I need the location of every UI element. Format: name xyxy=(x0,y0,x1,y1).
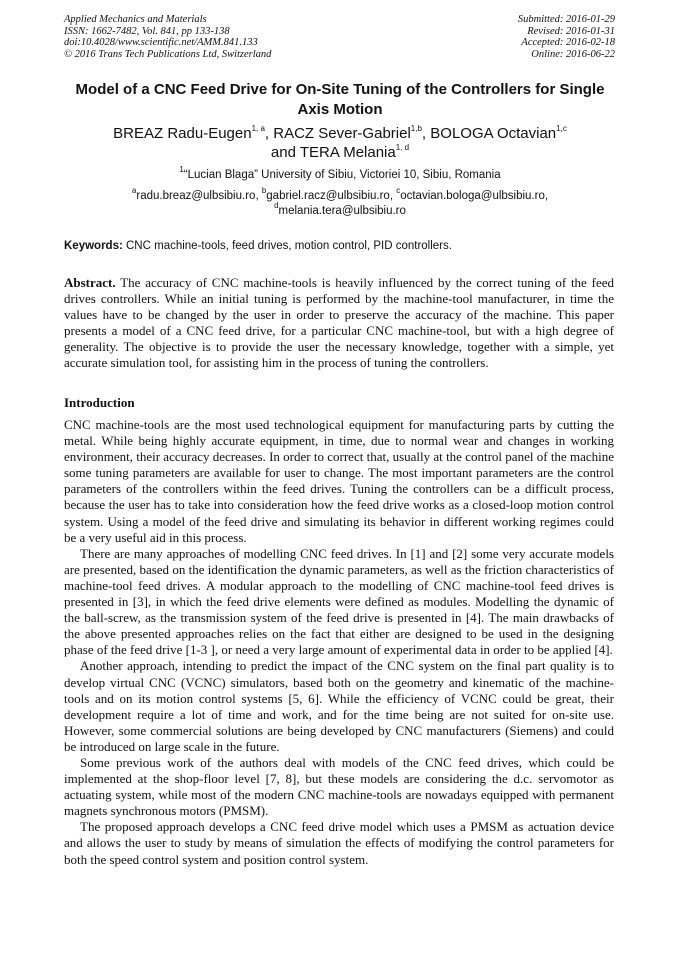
email-address[interactable]: melania.tera@ulbsibiu.ro xyxy=(278,205,406,217)
author-affiliation-mark: 1, d xyxy=(395,143,410,152)
journal-issn: ISSN: 1662-7482, Vol. 841, pp 133-138 xyxy=(64,25,230,37)
abstract-label: Abstract. xyxy=(64,275,116,290)
author-name: BOLOGA Octavian xyxy=(430,125,557,142)
author-affiliation-mark: 1, a xyxy=(251,124,265,133)
author-affiliation-mark: 1,c xyxy=(556,124,567,133)
email-mark: a xyxy=(131,186,137,196)
journal-copyright: © 2016 Trans Tech Publications Ltd, Switzerland xyxy=(64,48,272,60)
email-list: $^a$radu.breaz@ulbsibiu.ro, $^b$gabriel.racz@ulbsibiu.ro, $^c$octavian.bologa@ulbsibiu.ro, $^d$melania.tera@ulbsibiu.ro xyxy=(131,186,549,217)
paragraph: Another approach, intending to predict the impact of the CNC system on the final part quality is to develop virtual CNC (VCNC) simulators, based both on the geometry and kinematic of the machine-tools and on its motion control systems [5, 6]. While the efficiency of VCNC could be great, their development require a lot of time and work, and for the time being are not suited for on-site use. However, some commercial solutions are being developed by CNC manufacturers (Siemens) and could be introduced on large scale in the future. xyxy=(64,658,614,754)
paper-title: Model of a CNC Feed Drive for On-Site Tuning of the Controllers for Single Axis Motion xyxy=(75,81,605,118)
author-name: RACZ Sever-Gabriel xyxy=(273,125,411,142)
email-address[interactable]: gabriel.racz@ulbsibiu.ro xyxy=(266,190,390,202)
author-separator: and xyxy=(270,144,300,161)
author-separator: , xyxy=(264,125,274,142)
abstract xyxy=(64,275,614,372)
keywords xyxy=(64,239,616,254)
email-mark: b xyxy=(261,186,267,196)
email-address[interactable]: radu.breaz@ulbsibiu.ro xyxy=(136,190,256,202)
paragraph: CNC machine-tools are the most used technological equipment for manufacturing parts by cutting the metal. While being highly accurate equipment, in time, due to normal wear and changes in working environment, their accuracy decreases. In order to correct that, usually at the control panel of the machine some tuning parameters are available for user to change. The most important parameters are the control parameters of the controllers within the feed drives. Tuning the controllers can be a difficult process, because the user has to take into consideration how the feed drive works as a closed-loop motion control system. Using a model of the feed drive and simulating its behavior in different working regimes could be a very useful aid in this process. xyxy=(64,417,614,545)
abstract-text: The accuracy of CNC machine-tools is heavily influenced by the correct tuning of the feed drives controllers. While an initial tuning is performed by the machine-tool manufacturer, in time the values have to be changed by the user in order to preserve the accuracy of the machine. This paper presents a model of a CNC feed drive, for a particular CNC machine-tool, but with a high degree of generality. The objective is to provide the user the necessary knowledge, together with a simple, yet accurate simulation tool, for assisting him in the process of tuning the controllers. xyxy=(64,275,614,371)
author-name: BREAZ Radu-Eugen xyxy=(113,125,252,142)
affiliation xyxy=(64,165,616,183)
date-submitted: Submitted: 2016-01-29 xyxy=(517,14,615,25)
paragraph: The proposed approach develops a CNC feed drive model which uses a PMSM as actuation device and allows the user to study by means of simulation the effects of modifying the control parameters for both the speed control system and position control system. xyxy=(64,819,614,867)
paragraph: There are many approaches of modelling CNC feed drives. In [1] and [2] some very accurate models are presented, based on the identification the dynamic parameters, as well as the friction characteristics of machine-tool feed drives. A modular approach to the modelling of CNC machine-tool feed drives is presented in [3], in which the feed drive elements were defined as modules. Modelling the dynamic of the ball-screw, as the transmission system of the feed drive is presented in [4]. The main drawbacks of the above presented approaches relies on the fact that either are designed to be used in the designing phase of the feed drive [1-3 ], or need a very large amount of experimental data in order to be applied [4]. xyxy=(64,545,614,658)
affiliation-mark: 1 xyxy=(179,165,184,175)
affiliation-text: “Lucian Blaga” University of Sibiu, Victoriei 10, Sibiu, Romania xyxy=(183,169,501,181)
date-online: Online: 2016-06-22 xyxy=(531,48,615,60)
author-name: TERA Melania xyxy=(299,144,396,161)
keywords-label: Keywords: xyxy=(64,240,123,252)
author-affiliation-mark: 1,b xyxy=(410,124,422,133)
email-mark: c xyxy=(396,186,401,196)
date-revised: Revised: 2016-01-31 xyxy=(527,25,615,37)
keywords-text: CNC machine-tools, feed drives, motion control, PID controllers. xyxy=(126,240,452,252)
section-heading-introduction: Introduction xyxy=(64,395,135,410)
date-accepted: Accepted: 2016-02-18 xyxy=(521,37,615,48)
journal-doi: doi:10.4028/www.scientific.net/AMM.841.133 xyxy=(64,37,258,48)
journal-name: Applied Mechanics and Materials xyxy=(64,14,207,25)
paragraph: Some previous work of the authors deal with models of the CNC feed drives, which could be implemented at the shop-floor level [7, 8], but these models are considering the d.c. servomotor as actuating system, while most of the modern CNC machine-tools are nowadays equipped with permanent magnets synchronous motors (PMSM). xyxy=(64,754,614,819)
introduction-body xyxy=(64,417,614,868)
email-mark: d xyxy=(274,201,279,211)
journal-info xyxy=(64,14,271,60)
author-list xyxy=(64,124,616,162)
author-separator: , xyxy=(421,125,431,142)
publication-dates xyxy=(518,14,615,60)
email-address[interactable]: octavian.bologa@ulbsibiu.ro xyxy=(400,190,545,202)
